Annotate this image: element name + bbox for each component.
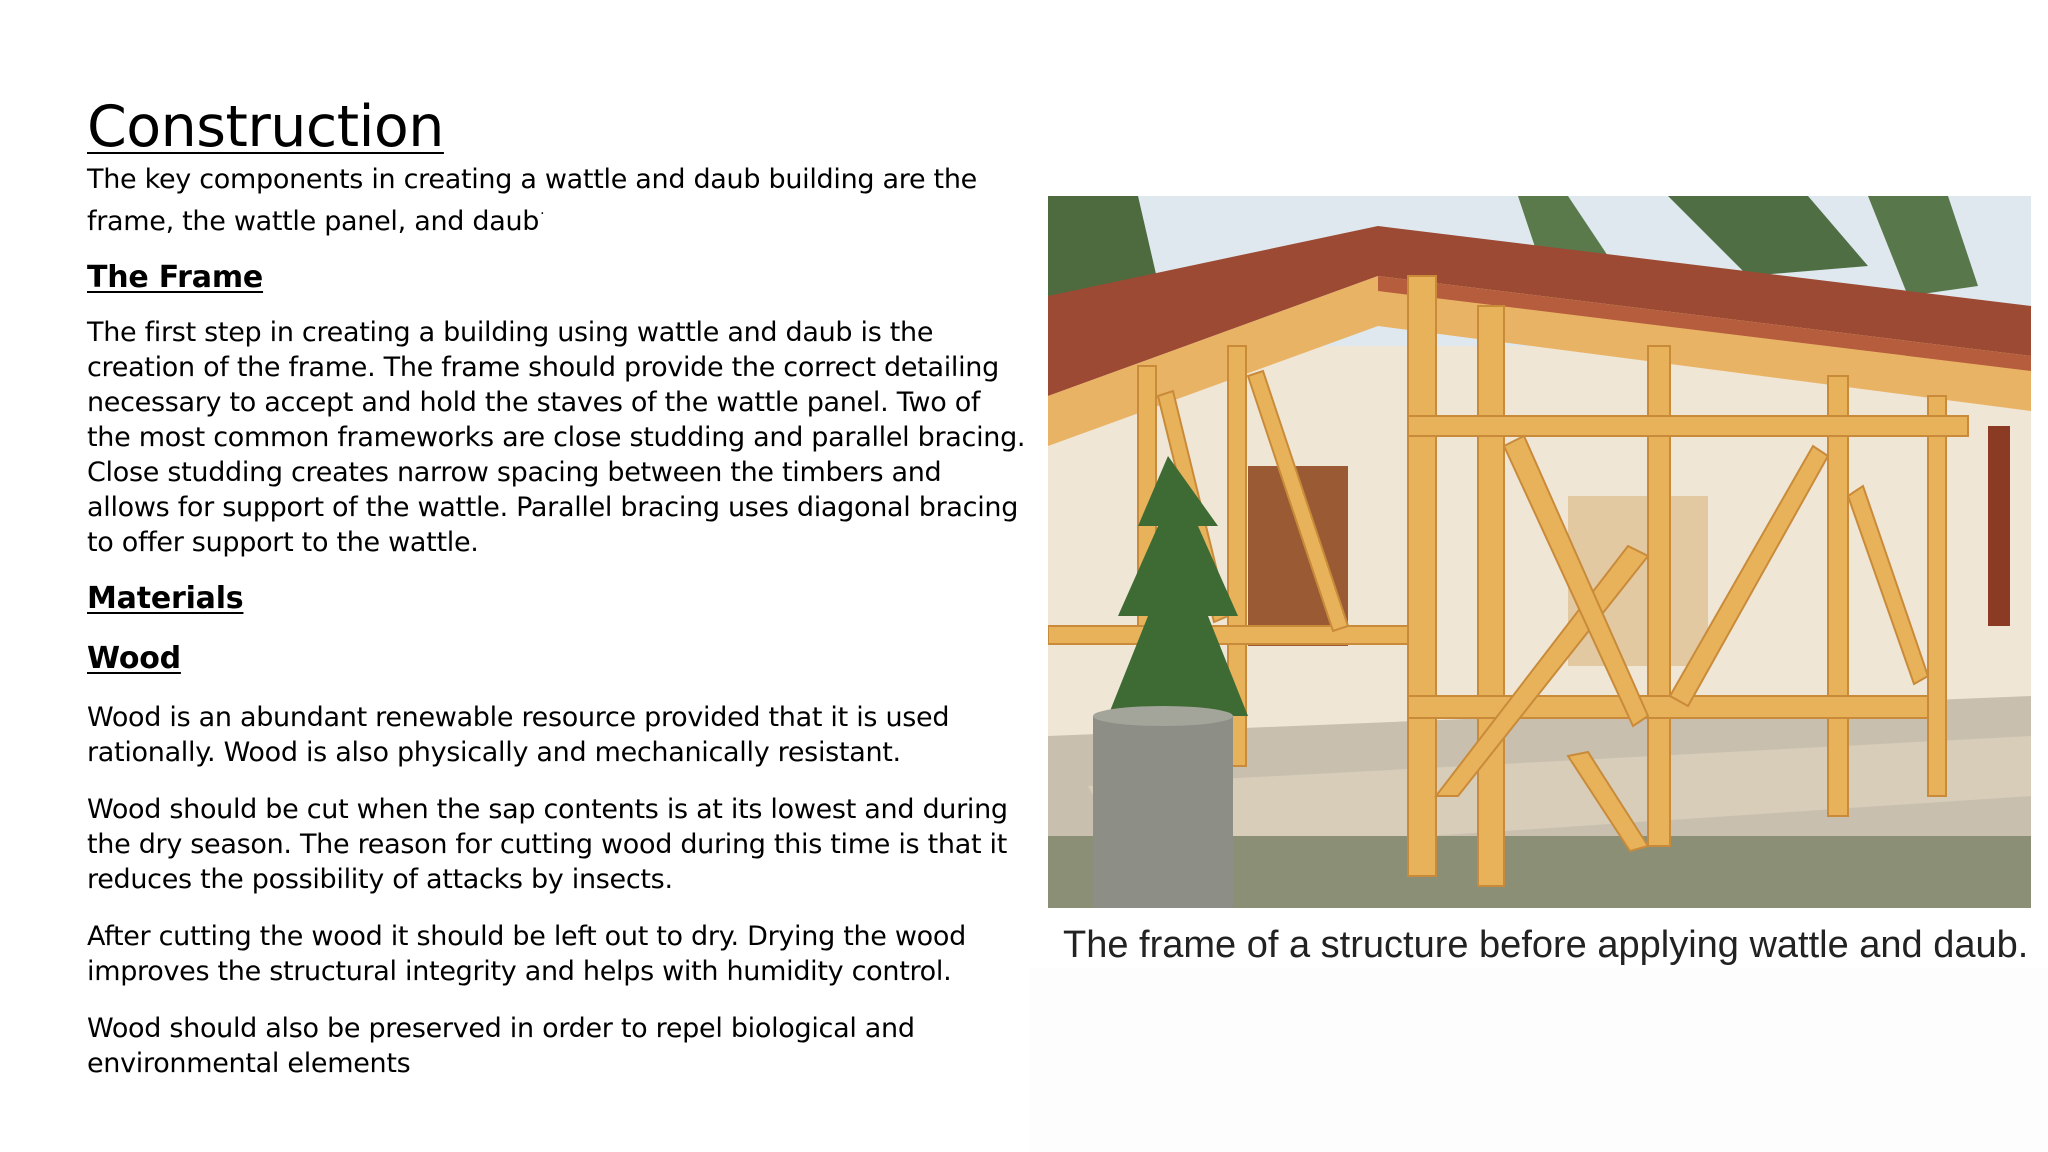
- intro-mark: ·: [540, 206, 545, 222]
- intro-text: The key components in creating a wattle and daub building are the frame, the wattle panel, and daub: [87, 164, 977, 237]
- timber-frame-photo: [1048, 196, 2031, 908]
- image-caption: The frame of a structure before applying wattle and daub.: [1063, 924, 2029, 966]
- frame-paragraph: The first step in creating a building using wattle and daub is the creation of the frame. The frame should provide the correct detailing necessary to accept and hold the staves of the wattle panel. Two of the most common frameworks are close studding and parallel bracing. Close studding creates narrow spacing between the timbers and allows for support of the wattle. Parallel bracing uses diagonal bracing to offer support to the wattle.: [87, 317, 1026, 558]
- wood-paragraph: After cutting the wood it should be left out to dry. Drying the wood improves the structural integrity and helps with humidity control.: [87, 921, 966, 987]
- wood-paragraph: Wood should be cut when the sap contents is at its lowest and during the dry season. The reason for cutting wood during this time is that it reduces the possibility of attacks by insects.: [87, 794, 1008, 895]
- background-panel: [1030, 968, 2048, 1152]
- intro-paragraph: [87, 162, 1027, 239]
- slide-title: Construction: [87, 94, 444, 160]
- wood-paragraph: Wood is an abundant renewable resource provided that it is used rationally. Wood is also physically and mechanically resistant.: [87, 702, 950, 768]
- materials-heading: Materials: [87, 581, 244, 616]
- wood-heading: Wood: [87, 641, 181, 676]
- wood-paragraph: Wood should also be preserved in order to repel biological and environmental elements: [87, 1013, 915, 1079]
- frame-heading: The Frame: [87, 260, 264, 295]
- text-column: [87, 92, 1027, 1081]
